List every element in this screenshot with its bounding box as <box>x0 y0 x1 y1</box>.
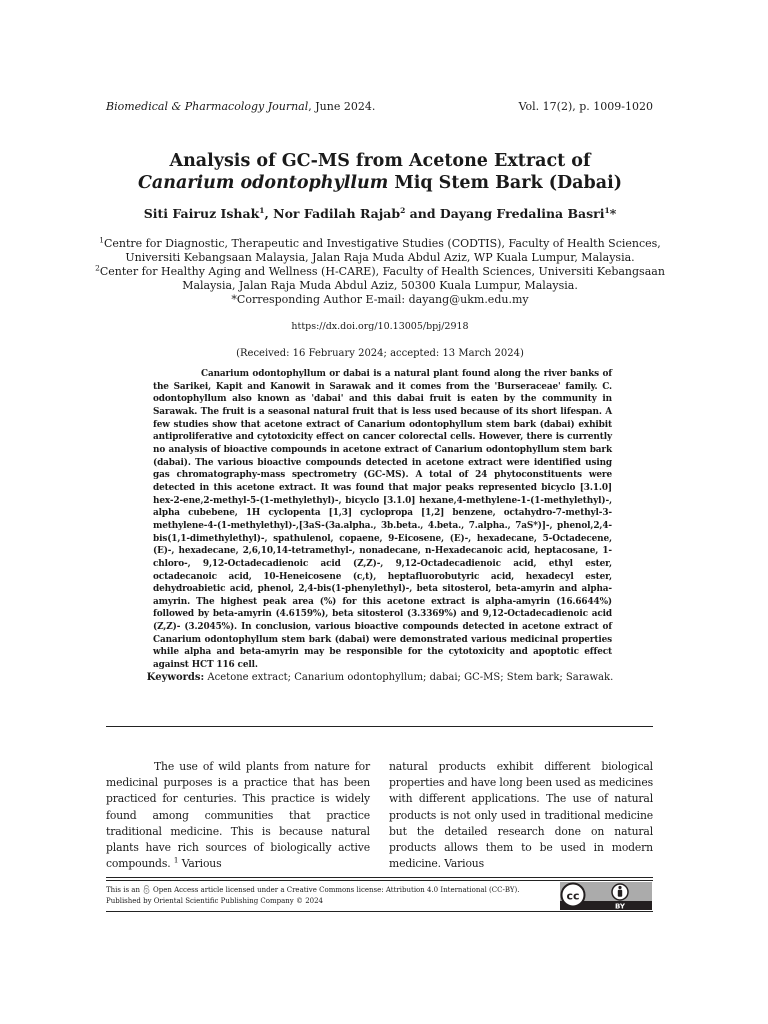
license-line <box>106 885 519 895</box>
volume-number: 17 <box>542 100 557 113</box>
article-title-line2 <box>60 172 700 194</box>
author-2: , Nor Fadilah Rajab <box>264 206 401 221</box>
corresponding-author: *Corresponding Author E-mail: dayang@ukm.edu.my <box>231 293 529 306</box>
affiliation-2-text: Center for Healthy Aging and Wellness (H-CARE), Faculty of Health Sciences, Universiti Kebangsaan <box>99 265 665 278</box>
author-1-affil: 1 <box>259 205 265 215</box>
corresponding-mark: * <box>609 206 617 221</box>
affiliation-1-line1 <box>60 237 700 252</box>
affiliation-1-text: Centre for Diagnostic, Therapeutic and Investigative Studies (CODTIS), Faculty of Health Sciences, <box>103 237 661 250</box>
citation-ref: 1 <box>173 855 179 865</box>
footer-rule-inner <box>106 880 653 881</box>
cc-by-label: BY <box>614 902 626 910</box>
author-2-affil: 2 <box>400 205 406 215</box>
title-rest: Miq Stem Bark (Dabai) <box>388 173 623 193</box>
journal-name: Biomedical & Pharmacology Journal <box>106 100 309 113</box>
section-divider <box>106 726 653 727</box>
doi-link[interactable]: https://dx.doi.org/10.13005/bpj/2918 <box>291 321 469 332</box>
affiliation-2-line2: Malaysia, Jalan Raja Muda Abdul Aziz, 50300 Kuala Lumpur, Malaysia. <box>182 279 578 292</box>
article-title-line1: Analysis of GC-MS from Acetone Extract of <box>169 151 591 171</box>
issue-date: , June 2024. <box>308 100 376 113</box>
footer-rule-top <box>106 877 653 878</box>
author-3-affil: 1 <box>604 205 610 215</box>
attribution-body <box>618 890 622 897</box>
author-3: and Dayang Fredalina Basri <box>405 206 605 221</box>
attribution-head <box>618 886 621 889</box>
intro-paragraph: The use of wild plants from nature for medicinal purposes is a practice that has been practiced for centuries. This practice is widely found among communities that practice traditional medicine. This is because natural plants have rich sources of biologically active compounds. <box>106 760 370 871</box>
intro-paragraph-end: Various <box>178 857 222 871</box>
running-header-left <box>106 100 375 114</box>
running-header-right <box>519 100 653 114</box>
keywords-label: Keywords: <box>146 672 205 683</box>
keywords-text: Acetone extract; Canarium odontophyllum; dabai; GC-MS; Stem bark; Sarawak. <box>204 672 614 683</box>
body-column-left <box>106 759 370 872</box>
keywords <box>60 671 700 684</box>
affiliation-2-line1 <box>60 265 700 280</box>
cc-by-badge[interactable] <box>560 882 652 910</box>
volume-prefix: Vol. <box>518 100 543 113</box>
publisher-line: Published by Oriental Scientific Publishing Company © 2024 <box>106 897 324 905</box>
affiliation-1-line2: Universiti Kebangsaan Malaysia, Jalan Raja Muda Abdul Aziz, WP Kuala Lumpur, Malaysia. <box>125 251 635 264</box>
cc-icon-letters: cc <box>566 889 580 903</box>
received-dates: (Received: 16 February 2024; accepted: 13 March 2024) <box>236 348 524 359</box>
affiliation-2-number: 2 <box>95 263 100 273</box>
species-name: Canarium odontophyllum <box>137 173 389 193</box>
body-column-right: natural products exhibit different biological properties and have long been used as medicines with different applications. The use of natural products is not only used in traditional medicine but the detailed research done on natural products allows them to be used in modern medicine. Various <box>389 760 653 871</box>
affiliation-1-number: 1 <box>99 235 104 245</box>
abstract-text: Canarium odontophyllum or dabai is a natural plant found along the river banks of the Sarikei, Kapit and Kanowit in Sarawak and it comes from the 'Burseraceae' family. C. odontophyllum also known as 'dabai' and this dabai fruit is eaten by the community in Sarawak. The fruit is a seasonal natural fruit that is less used because of its short lifespan. A few studies show that acetone extract of Canarium odontophyllum stem bark (dabai) exhibit antiproliferative and cytotoxicity effect on cancer colorectal cells. However, there is currently no analysis of bioactive compounds in acetone extract of Canarium odontophyllum stem bark (dabai). The various bioactive compounds detected in acetone extract were identified using gas chromatography-mass spectrometry (GC-MS). A total of 24 phytoconstituents were detected in this acetone extract. It was found that major peaks represented bicyclo [3.1.0] hex-2-ene,2-methyl-5-(1-methylethyl)-, bicyclo [3.1.0] hexane,4-methylene-1-(1-methylethyl)-, alpha cubebene, 1H cyclopenta [1,3] cyclopropa [1,2] benzene, octahydro-7-methyl-3-methylene-4-(1-methylethyl)-,[3aS-(3a.alpha., 3b.beta., 4.beta., 7.alpha., 7aS*)]-, phenol,2,4-bis(1,1-dimethylethyl)-, spathulenol, copaene, 9-Eicosene, (E)-, hexadecane, 5-Octadecene, (E)-, hexadecane, 2,6,10,14-tetramethyl-, nonadecane, n-Hexadecanoic acid, heptacosane, 1-chloro-, 9,12-Octadecadienoic acid (Z,Z)-, 9,12-Octadecadienoic acid, ethyl ester, octadecanoic acid, 10-Heneicosene (c,t), heptafluorobutyric acid, hexadecyl ester, dehydroabietic acid, phenol, 2,4-bis(1-phenylethyl)-, beta sitosterol, beta-amyrin and alpha-amyrin. The highest peak area (%) for this acetone extract is alpha-amyrin (16.6644%) followed by beta-amyrin (4.6159%), beta sitosterol (3.3369%) and 9,12-Octadecadienoic acid (Z,Z)- (3.2045%). In conclusion, various bioactive compounds detected in acetone extract of Canarium odontophyllum stem bark (dabai) were demonstrated various medicinal properties while alpha and beta-amyrin may be responsible for the cytotoxicity and apoptotic effect against HCT 116 cell. <box>153 369 612 671</box>
issue-pages: (2), p. 1009-1020 <box>556 100 653 113</box>
footer-rule-bottom <box>106 911 653 912</box>
license-prefix: This is an <box>106 886 140 894</box>
author-list <box>60 206 700 222</box>
license-text[interactable]: Open Access article licensed under a Creative Commons license: Attribution 4.0 International (CC-BY). <box>152 886 520 894</box>
open-access-icon <box>143 885 150 894</box>
author-1: Siti Fairuz Ishak <box>143 206 260 221</box>
